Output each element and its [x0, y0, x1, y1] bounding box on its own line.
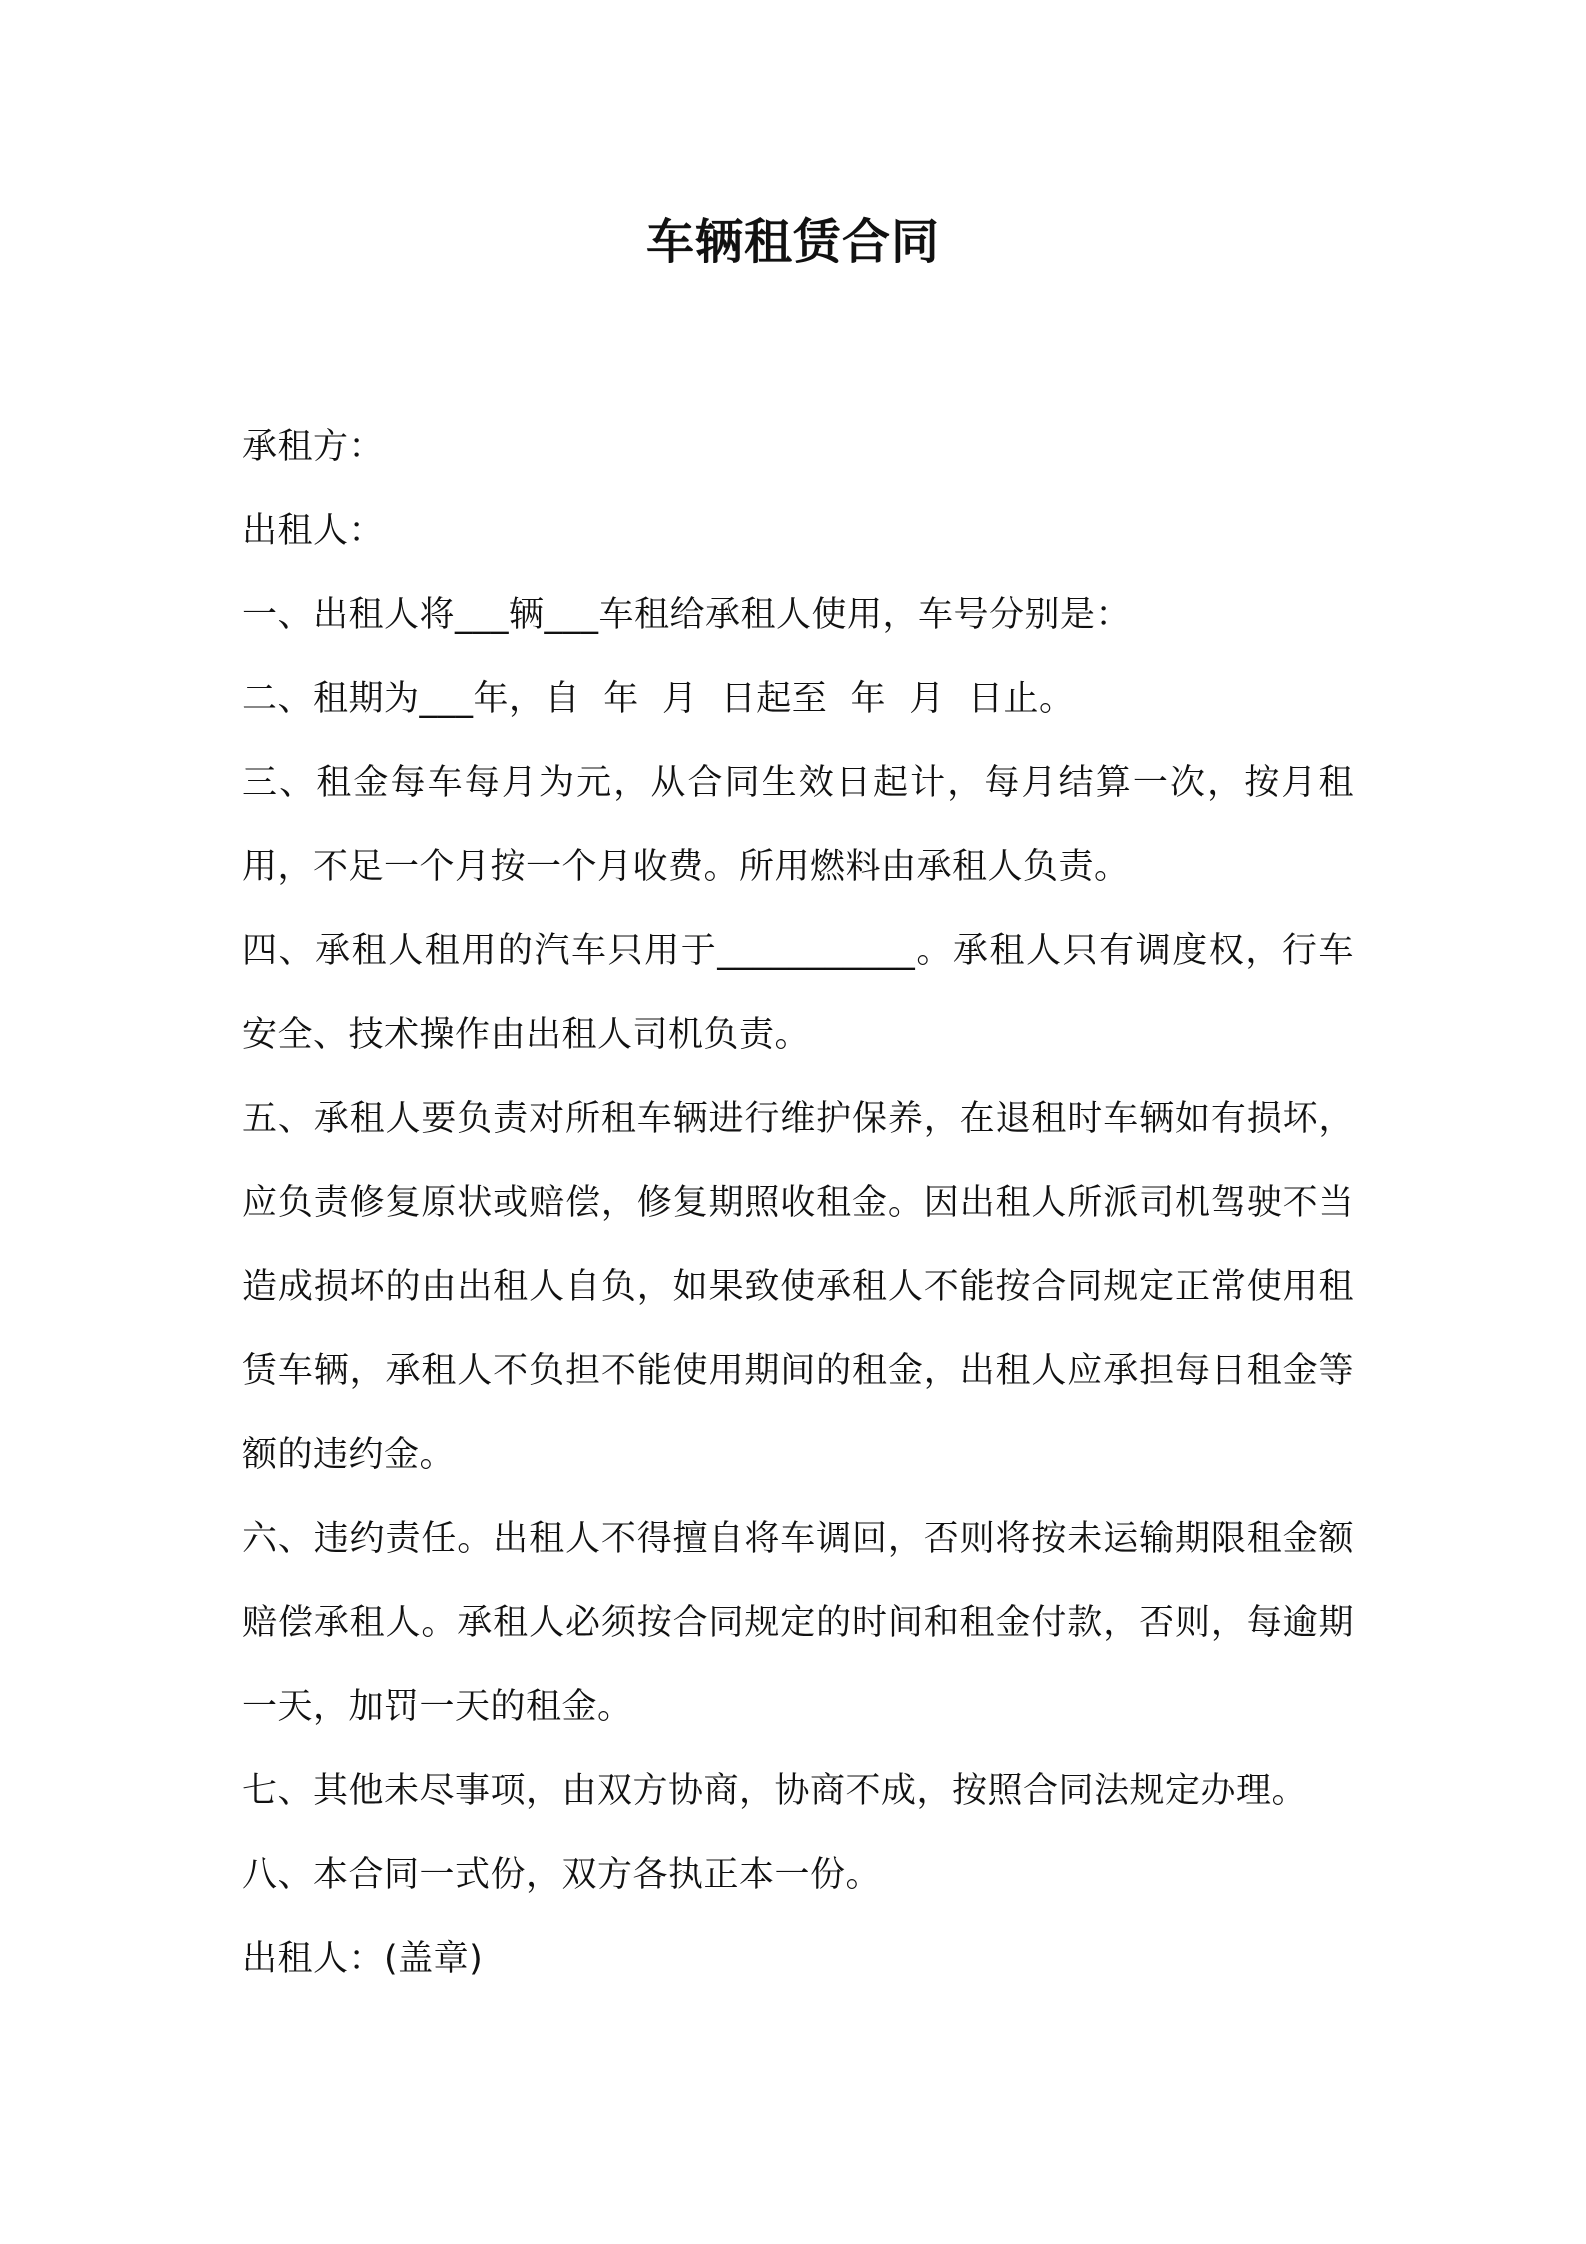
lessee-line: 承租方： [242, 427, 385, 467]
clause-8: 八、本合同一式份，双方各执正本一份。 [242, 1855, 882, 1895]
clause-1: 一、出租人将___辆___车租给承租人使用，车号分别是： [242, 595, 1132, 635]
clause-6: 六、违约责任。出租人不得擅自将车调回，否则将按未运输期限租金额赔偿承租人。承租人必须按合同规定的时间和租金付款，否则，每逾期一天，加罚一天的租金。 [242, 1519, 1354, 1727]
clause-2: 二、租期为___年，自 年 月 日起至 年 月 日止。 [242, 679, 1075, 719]
lessor-seal-line: 出租人：(盖章) [242, 1939, 484, 1979]
lessor-line: 出租人： [242, 511, 385, 551]
document-body [242, 405, 1354, 2001]
clause-3: 三、租金每车每月为元，从合同生效日起计，每月结算一次，按月租用，不足一个月按一个月收费。所用燃料由承租人负责。 [242, 763, 1354, 887]
clause-7: 七、其他未尽事项，由双方协商，协商不成，按照合同法规定办理。 [242, 1771, 1308, 1811]
clause-4: 四、承租人租用的汽车只用于___________。承租人只有调度权，行车安全、技术操作由出租人司机负责。 [242, 931, 1354, 1055]
document-title: 车辆租赁合同 [645, 214, 940, 270]
clause-5: 五、承租人要负责对所租车辆进行维护保养，在退租时车辆如有损坏，应负责修复原状或赔偿，修复期照收租金。因出租人所派司机驾驶不当造成损坏的由出租人自负，如果致使承租人不能按合同规定正常使用租赁车辆，承租人不负担不能使用期间的租金，出租人应承担每日租金等额的违约金。 [242, 1099, 1354, 1475]
